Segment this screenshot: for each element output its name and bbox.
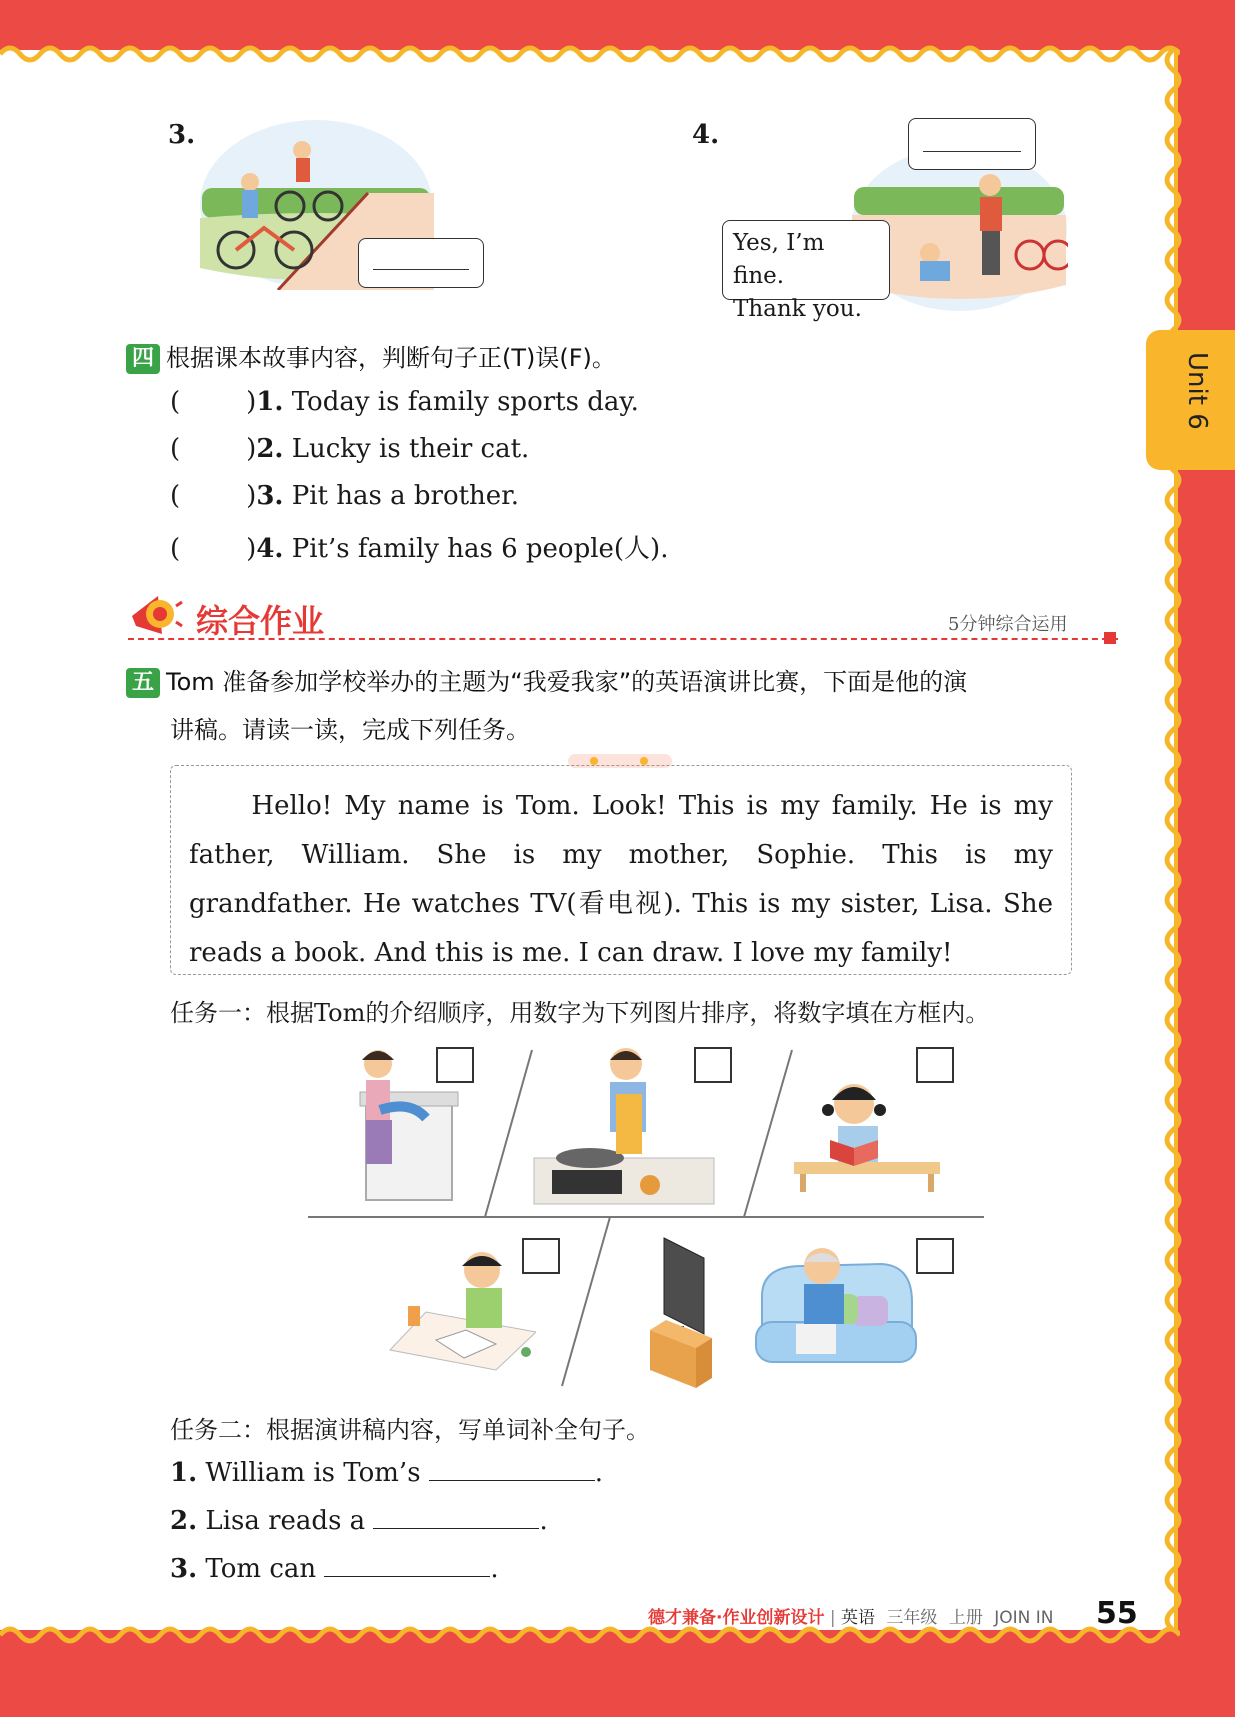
fill-item-end: . bbox=[594, 1458, 604, 1488]
fill-item-end: . bbox=[539, 1506, 548, 1536]
order-box-mother[interactable] bbox=[436, 1047, 474, 1083]
banner-divider bbox=[128, 638, 1118, 640]
decorative-wave-right bbox=[1160, 50, 1186, 1630]
page-number: 55 bbox=[1096, 1596, 1138, 1631]
decorative-wave-top bbox=[0, 42, 1180, 66]
fill-answer-line-2[interactable] bbox=[373, 1506, 539, 1529]
tf-item-text: Pit has a brother. bbox=[291, 481, 520, 511]
order-box-tom[interactable] bbox=[522, 1238, 560, 1274]
q4-answer-line[interactable] bbox=[923, 151, 1021, 152]
fill-item-number: 2. bbox=[170, 1506, 198, 1536]
task-1-instruction: 任务一：根据Tom的介绍顺序，用数字为下列图片排序，将数字填在方框内。 bbox=[170, 999, 990, 1027]
footer-subject: 英语 bbox=[841, 1608, 876, 1628]
q4-reply-line-2: Thank you. bbox=[733, 296, 862, 322]
tf-item-number: 4. bbox=[256, 534, 284, 564]
fill-item-number: 1. bbox=[170, 1458, 198, 1488]
tf-item-number: 1. bbox=[256, 387, 284, 417]
tf-item-text: Today is family sports day. bbox=[291, 387, 639, 417]
fill-item-1 bbox=[170, 1458, 603, 1488]
tf-item-text: Pit’s family has 6 people(人). bbox=[291, 534, 669, 564]
tom-drawing-illustration bbox=[386, 1240, 536, 1380]
tf-item-number: 3. bbox=[256, 481, 284, 511]
section-4-badge: 四 bbox=[126, 344, 160, 374]
order-box-father[interactable] bbox=[694, 1047, 732, 1083]
speech-passage-box bbox=[170, 765, 1072, 975]
father-cooking-illustration bbox=[530, 1040, 716, 1210]
banner-note: 5分钟综合运用 bbox=[948, 614, 1068, 635]
footer-edition: JOIN IN bbox=[994, 1608, 1054, 1628]
q3-speech-bubble bbox=[358, 238, 484, 288]
fill-answer-line-1[interactable] bbox=[429, 1458, 595, 1481]
footer-volume: 上册 bbox=[948, 1608, 983, 1628]
speech-passage-text: Hello! My name is Tom. Look! This is my family. He is my father, William. She is my mother, Sophie. This is my grandfather. He watches TV(看电视). This is my sister, Lisa. She reads a book. And this is me. I can draw. I love my family! bbox=[189, 791, 1053, 968]
fill-item-3 bbox=[170, 1554, 499, 1584]
q4-reply-line-1: Yes, I’m fine. bbox=[733, 230, 825, 289]
order-box-sister[interactable] bbox=[916, 1047, 954, 1083]
section-4-instruction: 根据课本故事内容，判断句子正(T)误(F)。 bbox=[166, 344, 616, 372]
dot-icon bbox=[590, 757, 598, 765]
task-2-instruction: 任务二：根据演讲稿内容，写单词补全句子。 bbox=[170, 1416, 650, 1444]
section-5-heading bbox=[126, 662, 967, 698]
dot-icon bbox=[640, 757, 648, 765]
tf-item-2: ( )2. Lucky is their cat. bbox=[170, 434, 530, 464]
fill-item-number: 3. bbox=[170, 1554, 198, 1584]
megaphone-icon bbox=[124, 586, 184, 642]
section-4-heading bbox=[126, 338, 616, 374]
tf-item-1: ( )1. Today is family sports day. bbox=[170, 387, 639, 417]
tf-item-text: Lucky is their cat. bbox=[291, 434, 530, 464]
order-box-grandfather[interactable] bbox=[916, 1238, 954, 1274]
q4-speech-bubble-top bbox=[908, 118, 1036, 170]
banner-divider-end bbox=[1104, 632, 1116, 644]
tf-item-4: ( )4. Pit’s family has 6 people(人). bbox=[170, 534, 669, 564]
fill-item-end: . bbox=[490, 1554, 499, 1584]
banner-title: 综合作业 bbox=[196, 602, 325, 640]
fill-item-2 bbox=[170, 1506, 548, 1536]
footer-info: 德才兼备·作业创新设计 | 英语 三年级 上册 JOIN IN bbox=[648, 1608, 1054, 1628]
fill-item-text: William is Tom’s bbox=[205, 1458, 421, 1488]
tf-item-number: 2. bbox=[256, 434, 284, 464]
unit-tab-label: Unit 6 bbox=[1182, 352, 1212, 430]
fill-item-text: Lisa reads a bbox=[205, 1506, 366, 1536]
q3-answer-line[interactable] bbox=[373, 269, 469, 270]
question-3-label: 3. bbox=[168, 120, 196, 150]
footer-series: 德才兼备·作业创新设计 bbox=[648, 1608, 825, 1628]
section-5-instruction-line-1: Tom 准备参加学校举办的主题为“我爱我家”的英语演讲比赛，下面是他的演 bbox=[166, 668, 968, 696]
footer-grade: 三年级 bbox=[886, 1608, 938, 1628]
tv-illustration bbox=[646, 1234, 716, 1394]
tf-item-3: ( )3. Pit has a brother. bbox=[170, 481, 520, 511]
question-4-label: 4. bbox=[692, 120, 720, 150]
q4-speech-bubble-reply bbox=[722, 220, 890, 322]
fill-answer-line-3[interactable] bbox=[324, 1554, 490, 1577]
section-5-instruction-line-2: 讲稿。请读一读，完成下列任务。 bbox=[170, 716, 530, 744]
unit-tab bbox=[1146, 330, 1235, 470]
grandfather-on-sofa-illustration bbox=[752, 1236, 918, 1382]
section-5-badge: 五 bbox=[126, 668, 160, 698]
fill-item-text: Tom can bbox=[205, 1554, 317, 1584]
sister-reading-illustration bbox=[790, 1070, 940, 1195]
